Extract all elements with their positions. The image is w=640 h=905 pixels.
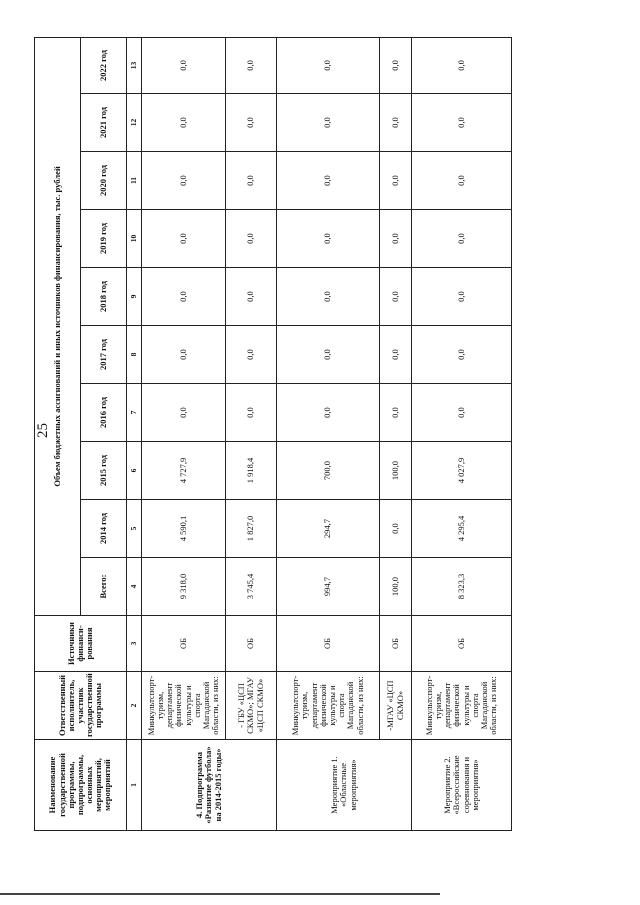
page-number: 25 [35, 423, 51, 438]
col-number: 5 [127, 500, 142, 558]
activity-name-cell: Мероприятие 2. «Всероссийские соревнования и мероприятия» [412, 740, 512, 831]
header-year: 2014 год [81, 500, 127, 558]
rotated-table-container [34, 38, 508, 831]
header-year: 2019 год [81, 210, 127, 268]
value-cell: 4 590,1 [142, 500, 226, 558]
source-cell: ОБ [380, 616, 412, 672]
executor-cell: - ГБУ «ЦСП СКМО»; МГАУ «ЦСП СКМО» [226, 672, 277, 740]
total-cell: 100,0 [380, 558, 412, 616]
funding-table [34, 37, 512, 831]
value-cell: 4 727,9 [142, 442, 226, 500]
table-row [380, 37, 412, 830]
value-cell: 1 827,0 [226, 500, 277, 558]
source-cell: ОБ [142, 616, 226, 672]
header-volume: Объем бюджетных ассигнований и иных источников финансирования, тыс. рублей [35, 37, 81, 615]
value-cell: 0,0 [277, 210, 380, 268]
header-year: 2018 год [81, 268, 127, 326]
col-number: 2 [127, 672, 142, 740]
value-cell: 700,0 [277, 442, 380, 500]
value-cell: 0,0 [412, 152, 512, 210]
value-cell: 100,0 [380, 442, 412, 500]
value-cell: 294,7 [277, 500, 380, 558]
table-row [142, 37, 226, 830]
value-cell: 0,0 [226, 94, 277, 152]
header-name: Наименование государственной программы, подпрограммы, основных мероприятий, мероприятий [35, 740, 127, 831]
value-cell: 0,0 [412, 384, 512, 442]
value-cell: 0,0 [412, 94, 512, 152]
executor-cell: Минкультспорт-туризм, департамент физической культуры и спорта Магаданской области, из них: [412, 672, 512, 740]
value-cell: 0,0 [142, 210, 226, 268]
source-cell: ОБ [412, 616, 512, 672]
value-cell: 4 295,4 [412, 500, 512, 558]
value-cell: 0,0 [226, 268, 277, 326]
col-number: 12 [127, 94, 142, 152]
source-cell: ОБ [277, 616, 380, 672]
header-year: 2020 год [81, 152, 127, 210]
total-cell: 994,7 [277, 558, 380, 616]
value-cell: 0,0 [142, 384, 226, 442]
value-cell: 0,0 [380, 384, 412, 442]
value-cell: 0,0 [412, 210, 512, 268]
value-cell: 0,0 [277, 94, 380, 152]
executor-cell: -МГАУ «ЦСП СКМО» [380, 672, 412, 740]
scan-edge-line [0, 893, 440, 895]
table-row [226, 37, 277, 830]
value-cell: 0,0 [380, 326, 412, 384]
table-row [277, 37, 380, 830]
col-number: 1 [127, 740, 142, 831]
total-cell: 3 745,4 [226, 558, 277, 616]
value-cell: 0,0 [226, 384, 277, 442]
value-cell: 0,0 [226, 210, 277, 268]
value-cell: 0,0 [277, 268, 380, 326]
value-cell: 0,0 [412, 268, 512, 326]
value-cell: 0,0 [142, 268, 226, 326]
value-cell: 0,0 [277, 152, 380, 210]
total-cell: 9 318,0 [142, 558, 226, 616]
header-year: 2021 год [81, 94, 127, 152]
value-cell: 0,0 [380, 152, 412, 210]
activity-name-cell: Мероприятие 1. «Областные мероприятия» [277, 740, 412, 831]
value-cell: 0,0 [380, 500, 412, 558]
header-source: Источники финанси-рования [35, 616, 127, 672]
value-cell: 0,0 [142, 326, 226, 384]
header-year: 2022 год [81, 37, 127, 93]
value-cell: 0,0 [142, 94, 226, 152]
col-number: 9 [127, 268, 142, 326]
col-number: 3 [127, 616, 142, 672]
executor-cell: Минкультспорт-туризм, департамент физической культуры и спорта Магаданской области, из них: [277, 672, 380, 740]
value-cell: 0,0 [412, 326, 512, 384]
value-cell: 0,0 [380, 37, 412, 93]
col-number: 11 [127, 152, 142, 210]
value-cell: 0,0 [277, 326, 380, 384]
value-cell: 0,0 [380, 268, 412, 326]
value-cell: 0,0 [380, 210, 412, 268]
value-cell: 0,0 [277, 384, 380, 442]
executor-cell: Минкультспорт-туризм, департамент физической культуры и спорта Магаданской области, из них: [142, 672, 226, 740]
header-executor: Ответственный исполнитель, участник государственной программы [35, 672, 127, 740]
source-cell: ОБ [226, 616, 277, 672]
col-number: 8 [127, 326, 142, 384]
header-year: 2016 год [81, 384, 127, 442]
value-cell: 4 027,9 [412, 442, 512, 500]
col-number: 4 [127, 558, 142, 616]
col-number: 7 [127, 384, 142, 442]
col-number: 10 [127, 210, 142, 268]
value-cell: 0,0 [226, 152, 277, 210]
col-number: 13 [127, 37, 142, 93]
value-cell: 1 918,4 [226, 442, 277, 500]
value-cell: 0,0 [226, 326, 277, 384]
value-cell: 0,0 [142, 152, 226, 210]
value-cell: 0,0 [226, 37, 277, 93]
col-number: 6 [127, 442, 142, 500]
header-year: 2015 год [81, 442, 127, 500]
column-number-row [127, 37, 142, 830]
value-cell: 0,0 [142, 37, 226, 93]
program-name-cell: 4. Подпрограмма «Развитие футбола» на 2014-2015 годы» [142, 740, 277, 831]
total-cell: 8 323,3 [412, 558, 512, 616]
value-cell: 0,0 [277, 37, 380, 93]
value-cell: 0,0 [412, 37, 512, 93]
value-cell: 0,0 [380, 94, 412, 152]
header-total: Всего: [81, 558, 127, 616]
header-year: 2017 год [81, 326, 127, 384]
table-row [412, 37, 512, 830]
